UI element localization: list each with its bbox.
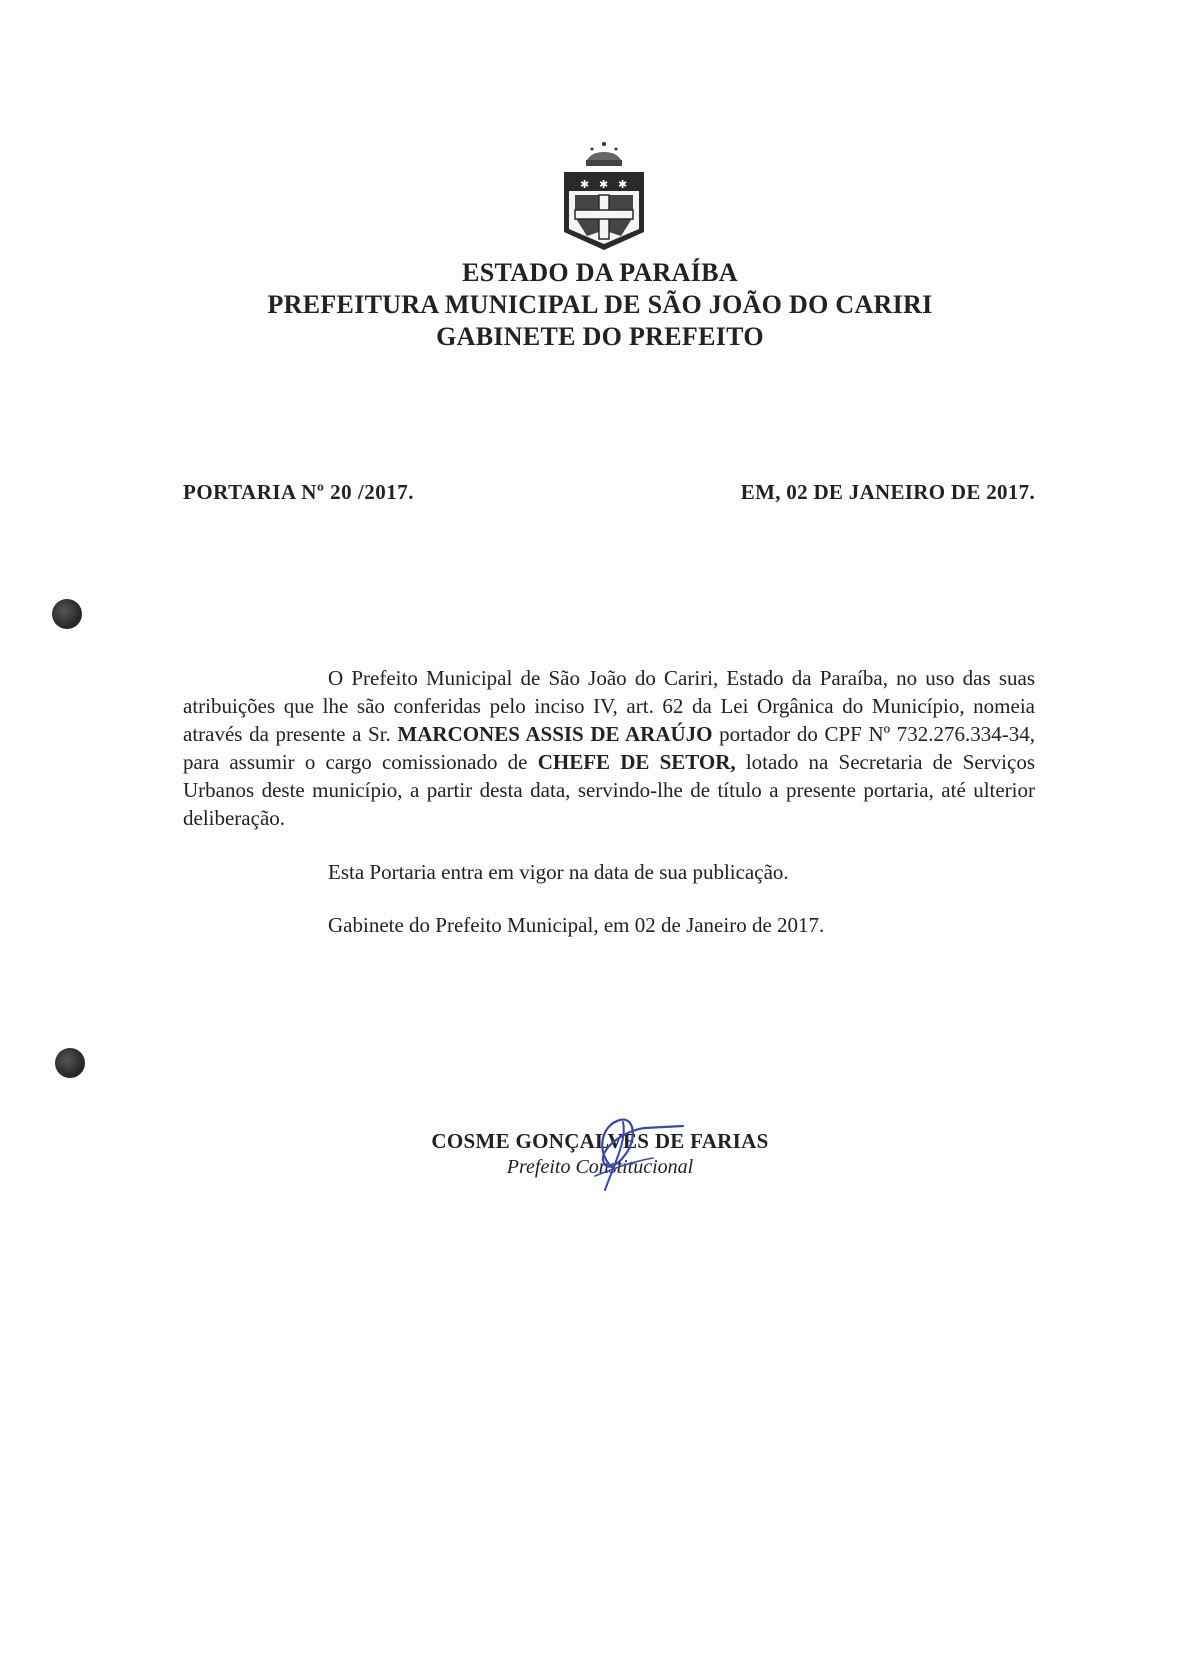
body-text-c: lotado na Secretaria de Serviços Urbanos deste município, a partir desta data, servindo-lhe de título a presente portaria, até ulterior deliberação. [183,750,1036,830]
header-state: ESTADO DA PARAÍBA [462,258,738,287]
svg-text:✱: ✱ [580,178,590,191]
signatory-name: COSME GONÇALVES DE FARIAS [431,1129,769,1153]
header-prefeitura: PREFEITURA MUNICIPAL DE SÃO JOÃO DO CARIRI [267,290,933,319]
portaria-date: EM, 02 DE JANEIRO DE 2017. [740,480,1035,504]
coat-of-arms-icon [562,140,646,252]
signatory-title: Prefeito Constitucional [506,1156,694,1178]
body-text-b: portador do CPF Nº 732.276.334-34, para assumir o cargo comissionado de [183,722,1035,774]
svg-text:✱: ✱ [618,178,628,191]
appointee-name: MARCONES ASSIS DE ARAÚJO [397,722,713,746]
punch-hole-bottom [55,1048,85,1078]
body-paragraph-vigor: Esta Portaria entra em vigor na data de sua publicação. [328,860,789,884]
punch-hole-top [52,599,82,629]
header-gabinete: GABINETE DO PREFEITO [436,322,764,351]
body-text-a: O Prefeito Municipal de São João do Cariri, Estado da Paraíba, no uso das suas atribuições que lhe são conferidas pelo inciso IV, art. 62 da Lei Orgânica do Município, nomeia através da presente a Sr. [183,666,1035,746]
body-paragraph-gabinete: Gabinete do Prefeito Municipal, em 02 de Janeiro de 2017. [328,913,825,937]
appointed-role: CHEFE DE SETOR, [537,750,736,774]
svg-text:✱: ✱ [599,178,609,191]
body-paragraph-main [183,664,1035,832]
portaria-number: PORTARIA Nº 20 /2017. [183,480,414,504]
